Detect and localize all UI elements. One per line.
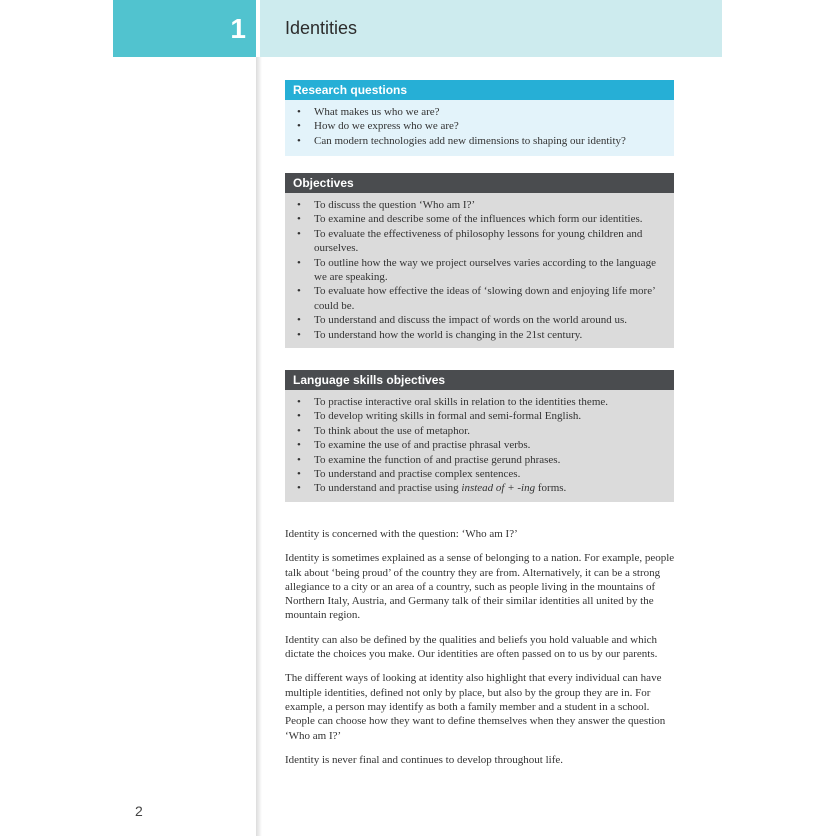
objective-item: • To evaluate how effective the ideas of ‘slowing down and enjoying life more’ could be. — [297, 284, 662, 313]
research-question-item: • Can modern technologies add new dimensions to shaping our identity? — [297, 134, 662, 148]
research-question-item: • What makes us who we are? — [297, 105, 662, 119]
language-skills-box — [285, 370, 674, 502]
research-question-item: • How do we express who we are? — [297, 119, 662, 133]
gutter-shadow — [256, 57, 262, 836]
body-text — [285, 527, 677, 777]
language-skill-item: • To examine the function of and practise gerund phrases. — [297, 453, 662, 467]
body-paragraph: The different ways of looking at identity also highlight that every individual can have multiple identities, defined not only by place, but also by the group they are in. For example, a person may identify as both a family member and a student in a school. People can choose how they want to define themselves when they answer the question ‘Who am I?’ — [285, 672, 666, 742]
language-skills-body — [285, 390, 674, 502]
language-skill-item — [297, 481, 662, 495]
objective-item: • To discuss the question ‘Who am I?’ — [297, 198, 662, 212]
chapter-title: Identities — [260, 0, 722, 57]
language-skill-item: • To understand and practise complex sentences. — [297, 467, 662, 481]
research-questions-heading: Research questions — [285, 80, 674, 100]
language-skill-item-prefix: To understand and practise using — [314, 482, 462, 495]
research-questions-box — [285, 80, 674, 156]
objective-item: • To examine and describe some of the influences which form our identities. — [297, 212, 662, 226]
objective-item: • To evaluate the effectiveness of philosophy lessons for young children and ourselves. — [297, 227, 662, 256]
objective-item: • To understand how the world is changing in the 21st century. — [297, 328, 662, 342]
language-skills-heading: Language skills objectives — [285, 370, 674, 390]
objectives-heading: Objectives — [285, 173, 674, 193]
research-questions-body — [285, 100, 674, 156]
language-skill-item-suffix: forms. — [535, 482, 567, 495]
language-skill-item: • To practise interactive oral skills in relation to the identities theme. — [297, 395, 662, 409]
objective-item: • To understand and discuss the impact of words on the world around us. — [297, 313, 662, 327]
body-paragraph: Identity is sometimes explained as a sense of belonging to a nation. For example, people talk about ‘being proud’ of the country they are from. Alternatively, it can be a strong allegiance to a city or an area of a country, such as people living in the mountains of Northern Italy, Austria, and Germany talk of their similar identities all united by the mountain region. — [285, 552, 675, 622]
language-skill-item: • To develop writing skills in formal and semi-formal English. — [297, 409, 662, 423]
body-paragraph: Identity is never final and continues to develop throughout life. — [285, 753, 563, 766]
body-paragraph: Identity can also be defined by the qualities and beliefs you hold valuable and which dictate the choices you make. Our identities are often passed on to us by our parents. — [285, 633, 658, 661]
language-skill-item: • To think about the use of metaphor. — [297, 424, 662, 438]
chapter-number: 1 — [113, 0, 256, 57]
objectives-body — [285, 193, 674, 348]
language-skill-item-italic: instead of + -ing — [461, 482, 536, 495]
objectives-box — [285, 173, 674, 348]
language-skill-item: • To examine the use of and practise phrasal verbs. — [297, 438, 662, 452]
body-paragraph: Identity is concerned with the question: ‘Who am I?’ — [285, 528, 518, 540]
objective-item: • To outline how the way we project ourselves varies according to the language we are speaking. — [297, 256, 662, 285]
page-number: 2 — [135, 803, 143, 819]
